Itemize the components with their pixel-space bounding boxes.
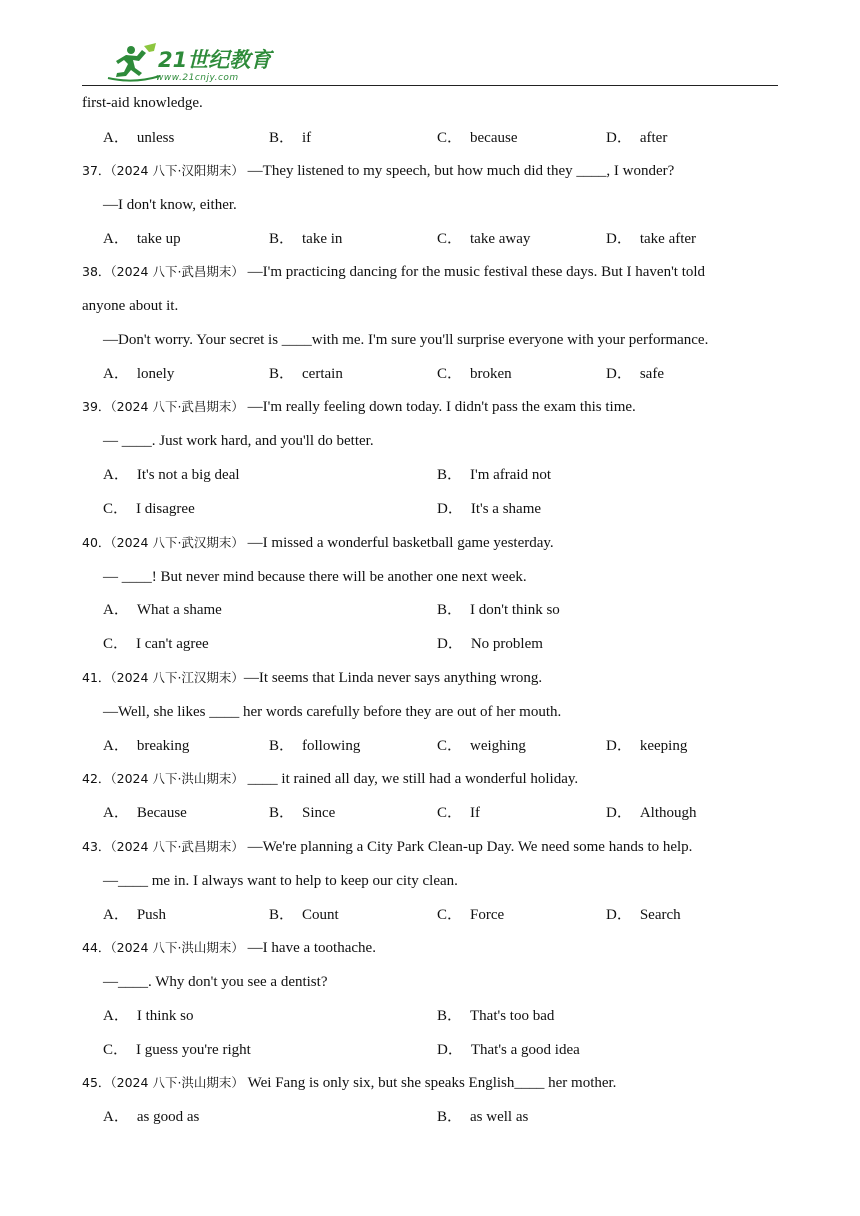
option-b[interactable] — [269, 229, 342, 249]
option-text: unless — [136, 130, 175, 146]
option-c[interactable] — [103, 634, 209, 654]
question-stem — [82, 938, 376, 958]
option-a[interactable] — [103, 736, 189, 756]
stem-continuation: anyone about it. — [82, 298, 179, 314]
option-a[interactable] — [103, 364, 174, 384]
question-stem — [82, 769, 578, 789]
option-c[interactable] — [437, 364, 512, 384]
runner-icon — [108, 43, 160, 81]
option-c[interactable] — [437, 736, 526, 756]
option-text: I'm afraid not — [470, 467, 552, 483]
question-stem — [82, 397, 636, 417]
stem-text: —We're planning a City Park Clean-up Day. We need some hands to help. — [247, 839, 693, 855]
option-text: because — [470, 130, 518, 146]
question-stem — [82, 533, 554, 553]
option-letter: C． — [437, 738, 463, 754]
question-number: 43． — [82, 839, 111, 854]
option-letter: C． — [103, 1042, 129, 1058]
option-text: Push — [136, 907, 167, 923]
stem-text: —I missed a wonderful basketball game yesterday. — [247, 535, 554, 551]
option-letter: A． — [103, 1008, 129, 1024]
option-text: following — [302, 738, 361, 754]
dialogue-reply: —Don't worry. Your secret is ____with me. I'm sure you'll surprise everyone with your performance. — [103, 332, 709, 348]
option-letter: A． — [103, 602, 129, 618]
option-letter: D． — [606, 231, 632, 247]
option-text: I can't agree — [136, 636, 209, 652]
logo-text: 21世纪教育 — [158, 48, 272, 72]
question-source: （2024 八下·洪山期末） — [110, 771, 244, 786]
option-letter: B． — [269, 907, 295, 923]
option-a[interactable] — [103, 803, 187, 823]
option-letter: B． — [269, 130, 295, 146]
option-text: I think so — [136, 1008, 194, 1024]
stem-text: —They listened to my speech, but how much did they ____, I wonder? — [247, 163, 675, 179]
question-number: 37． — [82, 163, 111, 178]
question-stem — [82, 262, 705, 282]
question-number: 45． — [82, 1075, 111, 1090]
option-text: It's not a big deal — [136, 467, 240, 483]
option-letter: B． — [437, 467, 463, 483]
dialogue-reply: — ____. Just work hard, and you'll do better. — [103, 433, 374, 449]
option-text: That's a good idea — [470, 1042, 580, 1058]
option-text: Force — [470, 907, 505, 923]
option-a[interactable] — [103, 229, 181, 249]
option-d[interactable] — [437, 634, 543, 654]
option-a[interactable] — [103, 600, 222, 620]
option-text: Since — [302, 805, 336, 821]
question-source: （2024 八下·洪山期末） — [110, 1075, 244, 1090]
intro-line: first-aid knowledge. — [82, 95, 203, 111]
option-text: What a shame — [136, 602, 222, 618]
question-number: 42． — [82, 771, 111, 786]
option-text: certain — [302, 366, 343, 382]
option-c[interactable] — [437, 905, 504, 925]
question-source: （2024 八下·洪山期末） — [110, 940, 244, 955]
option-text: if — [302, 130, 312, 146]
option-d[interactable] — [606, 364, 664, 384]
option-b[interactable] — [269, 736, 360, 756]
option-letter: A． — [103, 231, 129, 247]
option-letter: D． — [606, 805, 632, 821]
option-text: Although — [639, 805, 697, 821]
question-number: 41． — [82, 670, 111, 685]
option-letter: A． — [103, 467, 129, 483]
option-text: That's too bad — [470, 1008, 555, 1024]
option-letter: B． — [269, 366, 295, 382]
question-source: （2024 八下·武汉期末） — [110, 535, 244, 550]
option-b[interactable] — [269, 128, 311, 148]
option-a[interactable] — [103, 465, 240, 485]
option-text: take up — [136, 231, 181, 247]
option-a[interactable] — [103, 905, 166, 925]
option-c[interactable] — [437, 128, 517, 148]
option-c[interactable] — [103, 499, 195, 519]
logo-21cnjy — [104, 40, 274, 84]
option-text: broken — [470, 366, 512, 382]
option-letter: C． — [103, 501, 129, 517]
option-text: I guess you're right — [136, 1042, 251, 1058]
option-text: Because — [136, 805, 187, 821]
question-stem — [82, 1073, 616, 1093]
option-letter: B． — [437, 602, 463, 618]
option-letter: D． — [606, 130, 632, 146]
option-d[interactable] — [606, 229, 696, 249]
option-text: safe — [639, 366, 664, 382]
question-stem — [82, 161, 674, 181]
option-b[interactable] — [269, 803, 335, 823]
dialogue-reply: —Well, she likes ____ her words carefully before they are out of her mouth. — [103, 704, 562, 720]
option-letter: B． — [437, 1008, 463, 1024]
question-source: （2024 八下·武昌期末） — [110, 399, 244, 414]
option-text: as well as — [470, 1109, 529, 1125]
option-b[interactable] — [437, 600, 560, 620]
option-letter: B． — [269, 805, 295, 821]
option-text: weighing — [470, 738, 526, 754]
question-source: （2024 八下·江汉期末） — [110, 670, 244, 685]
option-text: No problem — [470, 636, 543, 652]
option-c[interactable] — [103, 1040, 251, 1060]
option-letter: D． — [606, 366, 632, 382]
option-letter: A． — [103, 1109, 129, 1125]
option-letter: C． — [103, 636, 129, 652]
option-text: as good as — [136, 1109, 200, 1125]
header-divider — [82, 85, 778, 86]
option-text: breaking — [136, 738, 190, 754]
option-text: keeping — [639, 738, 688, 754]
stem-text: —It seems that Linda never says anything wrong. — [243, 670, 543, 686]
option-text: take in — [302, 231, 343, 247]
option-b[interactable] — [437, 1107, 528, 1127]
question-source: （2024 八下·汉阳期末） — [110, 163, 244, 178]
option-letter: B． — [269, 738, 295, 754]
dialogue-reply: —____ me in. I always want to help to keep our city clean. — [103, 873, 458, 889]
option-b[interactable] — [437, 1006, 554, 1026]
question-number: 40． — [82, 535, 111, 550]
option-d[interactable] — [437, 1040, 580, 1060]
dialogue-reply: —I don't know, either. — [103, 197, 237, 213]
option-letter: B． — [437, 1109, 463, 1125]
option-letter: D． — [437, 501, 463, 517]
question-number: 39． — [82, 399, 111, 414]
option-d[interactable] — [606, 128, 667, 148]
option-letter: C． — [437, 805, 463, 821]
option-text: If — [470, 805, 481, 821]
question-number: 38． — [82, 264, 111, 279]
option-d[interactable] — [606, 736, 687, 756]
option-b[interactable] — [269, 364, 343, 384]
option-a[interactable] — [103, 128, 174, 148]
option-text: I don't think so — [470, 602, 560, 618]
option-c[interactable] — [437, 229, 530, 249]
dialogue-reply: —____. Why don't you see a dentist? — [103, 974, 328, 990]
option-a[interactable] — [103, 1107, 199, 1127]
question-stem — [82, 668, 542, 688]
option-b[interactable] — [437, 465, 551, 485]
option-letter: D． — [606, 907, 632, 923]
stem-text: ____ it rained all day, we still had a wonderful holiday. — [247, 771, 579, 787]
option-text: It's a shame — [470, 501, 542, 517]
option-letter: D． — [606, 738, 632, 754]
option-letter: D． — [437, 636, 463, 652]
option-b[interactable] — [269, 905, 339, 925]
option-letter: C． — [437, 907, 463, 923]
option-letter: C． — [437, 231, 463, 247]
option-letter: A． — [103, 130, 129, 146]
option-a[interactable] — [103, 1006, 194, 1026]
option-text: Search — [639, 907, 681, 923]
stem-text: —I'm practicing dancing for the music festival these days. But I haven't told — [247, 264, 706, 280]
option-text: take after — [639, 231, 697, 247]
option-text: Count — [302, 907, 339, 923]
question-stem — [82, 837, 692, 857]
option-d[interactable] — [437, 499, 541, 519]
option-text: take away — [470, 231, 531, 247]
option-d[interactable] — [606, 803, 697, 823]
option-d[interactable] — [606, 905, 681, 925]
option-text: lonely — [136, 366, 175, 382]
question-source: （2024 八下·武昌期末） — [110, 264, 244, 279]
question-number: 44． — [82, 940, 111, 955]
logo-url: www.21cnjy.com — [156, 73, 239, 83]
option-text: I disagree — [136, 501, 195, 517]
dialogue-reply: — ____! But never mind because there will be another one next week. — [103, 569, 527, 585]
option-letter: B． — [269, 231, 295, 247]
question-source: （2024 八下·武昌期末） — [110, 839, 244, 854]
option-letter: C． — [437, 130, 463, 146]
option-letter: D． — [437, 1042, 463, 1058]
option-letter: A． — [103, 738, 129, 754]
stem-text: Wei Fang is only six, but she speaks English____ her mother. — [247, 1075, 617, 1091]
option-letter: A． — [103, 366, 129, 382]
option-letter: A． — [103, 805, 129, 821]
option-letter: C． — [437, 366, 463, 382]
option-c[interactable] — [437, 803, 480, 823]
option-letter: A． — [103, 907, 129, 923]
option-text: after — [639, 130, 668, 146]
stem-text: —I have a toothache. — [247, 940, 376, 956]
stem-text: —I'm really feeling down today. I didn't pass the exam this time. — [247, 399, 636, 415]
